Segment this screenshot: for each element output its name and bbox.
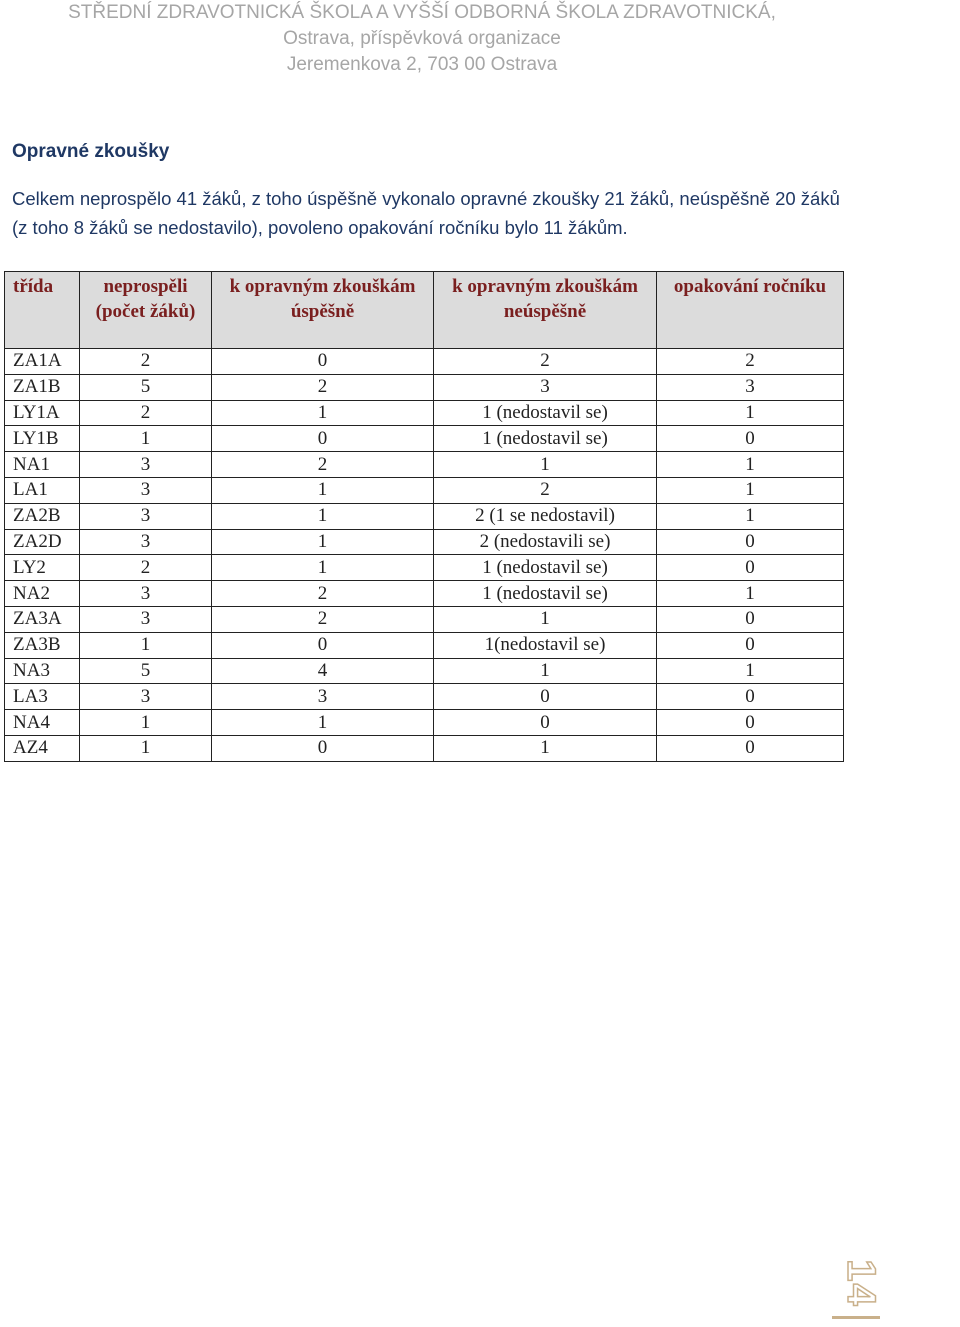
table-cell: LA3 [5, 684, 80, 710]
page-number [838, 1255, 883, 1311]
table-cell: NA3 [5, 658, 80, 684]
table-row [5, 529, 844, 555]
table-cell: 1 [657, 581, 844, 607]
header-line-1: STŘEDNÍ ZDRAVOTNICKÁ ŠKOLA A VYŠŠÍ ODBORNÁ ŠKOLA ZDRAVOTNICKÁ, [68, 2, 776, 23]
table-cell: NA2 [5, 581, 80, 607]
table-cell: 0 [657, 632, 844, 658]
table-cell: 1 [212, 503, 434, 529]
table-cell: 0 [657, 529, 844, 555]
table-cell: LA1 [5, 477, 80, 503]
table-cell: 1 [80, 710, 212, 736]
table-cell: 1 (nedostavil se) [434, 400, 657, 426]
table-cell: 2 (1 se nedostavil) [434, 503, 657, 529]
table-cell: LY1B [5, 426, 80, 452]
table-cell: 1 [434, 735, 657, 761]
header-cell-not-passed: k opravným zkouškám neúspěšně [434, 272, 657, 349]
table-cell: 1 [212, 555, 434, 581]
table-cell: 1 [434, 658, 657, 684]
table-cell: 2 [212, 452, 434, 478]
header-line-3: Jeremenkova 2, 703 00 Ostrava [286, 54, 558, 75]
table-row [5, 452, 844, 478]
page-number-underline [832, 1316, 880, 1319]
table-cell: 2 [434, 477, 657, 503]
table-row [5, 581, 844, 607]
table-cell: ZA1B [5, 374, 80, 400]
header-cell-class: třída [5, 272, 80, 349]
table-cell: 0 [212, 426, 434, 452]
table-cell: 1 [212, 529, 434, 555]
school-header [0, 0, 844, 78]
table-cell: 3 [434, 374, 657, 400]
table-row [5, 426, 844, 452]
table-cell: ZA2D [5, 529, 80, 555]
table-cell: 2 [80, 349, 212, 375]
table-cell: 2 [657, 349, 844, 375]
page-number-text: 14 [838, 1258, 883, 1308]
table-row [5, 555, 844, 581]
table-cell: 2 [212, 606, 434, 632]
header-cell-failed: neprospěli (počet žáků) [80, 272, 212, 349]
table-cell: 1 [657, 452, 844, 478]
table-cell: 1 [657, 658, 844, 684]
table-cell: 1 [434, 452, 657, 478]
table-cell: ZA3B [5, 632, 80, 658]
table-cell: 0 [657, 684, 844, 710]
table-cell: 3 [212, 684, 434, 710]
table-row [5, 374, 844, 400]
table-row [5, 658, 844, 684]
table-row [5, 477, 844, 503]
table-cell: 0 [657, 606, 844, 632]
table-row [5, 735, 844, 761]
table-cell: 2 [80, 400, 212, 426]
table-cell: 0 [657, 710, 844, 736]
table-cell: 3 [80, 452, 212, 478]
table-cell: 3 [80, 503, 212, 529]
table-cell: 4 [212, 658, 434, 684]
header-line-2: Ostrava, příspěvková organizace [283, 28, 561, 49]
table-cell: LY1A [5, 400, 80, 426]
table-cell: 1 (nedostavil se) [434, 555, 657, 581]
table-cell: 3 [80, 477, 212, 503]
table-row [5, 710, 844, 736]
table-cell: 0 [657, 555, 844, 581]
table-row [5, 606, 844, 632]
table-cell: 2 [212, 581, 434, 607]
table-cell: 0 [657, 735, 844, 761]
table-cell: ZA3A [5, 606, 80, 632]
table-cell: LY2 [5, 555, 80, 581]
table-cell: 0 [212, 632, 434, 658]
table-cell: 0 [434, 684, 657, 710]
table-cell: 1 (nedostavil se) [434, 426, 657, 452]
table-cell: 0 [212, 735, 434, 761]
table-cell: 1 [212, 710, 434, 736]
table-cell: 1 [657, 503, 844, 529]
table-cell: 1 [434, 606, 657, 632]
table-row [5, 349, 844, 375]
table-cell: 1 [80, 632, 212, 658]
table-cell: 5 [80, 658, 212, 684]
table-cell: NA4 [5, 710, 80, 736]
table-cell: ZA1A [5, 349, 80, 375]
table-cell: 2 [212, 374, 434, 400]
header-cell-passed: k opravným zkouškám úspěšně [212, 272, 434, 349]
table-header-row [5, 272, 844, 349]
table-cell: 2 [80, 555, 212, 581]
table-cell: 3 [80, 581, 212, 607]
table-cell: 0 [657, 426, 844, 452]
table-row [5, 684, 844, 710]
section-title: Opravné zkoušky [12, 141, 170, 162]
table-cell: 1 [212, 400, 434, 426]
table-cell: 1 [212, 477, 434, 503]
table-body [5, 349, 844, 762]
table-cell: 3 [80, 606, 212, 632]
table-cell: 1 [80, 735, 212, 761]
table-cell: 2 (nedostavili se) [434, 529, 657, 555]
table-cell: 0 [212, 349, 434, 375]
table-cell: 1 (nedostavil se) [434, 581, 657, 607]
results-table [4, 271, 844, 762]
table-cell: 1 [657, 477, 844, 503]
table-cell: 1(nedostavil se) [434, 632, 657, 658]
table-row [5, 503, 844, 529]
table-row [5, 400, 844, 426]
table-row [5, 632, 844, 658]
table-cell: 1 [80, 426, 212, 452]
section-paragraph: Celkem neprospělo 41 žáků, z toho úspěšně vykonalo opravné zkoušky 21 žáků, neúspěšně 20 žáků (z toho 8 žáků se nedostavilo), povoleno opakování ročníku bylo 11 žákům. [12, 188, 840, 238]
table-cell: NA1 [5, 452, 80, 478]
header-cell-repeat: opakování ročníku [657, 272, 844, 349]
table-cell: ZA2B [5, 503, 80, 529]
table-cell: 1 [657, 400, 844, 426]
table-cell: 0 [434, 710, 657, 736]
table-cell: 3 [657, 374, 844, 400]
table-cell: 2 [434, 349, 657, 375]
table-cell: 3 [80, 684, 212, 710]
table-cell: 5 [80, 374, 212, 400]
table-cell: AZ4 [5, 735, 80, 761]
table-cell: 3 [80, 529, 212, 555]
